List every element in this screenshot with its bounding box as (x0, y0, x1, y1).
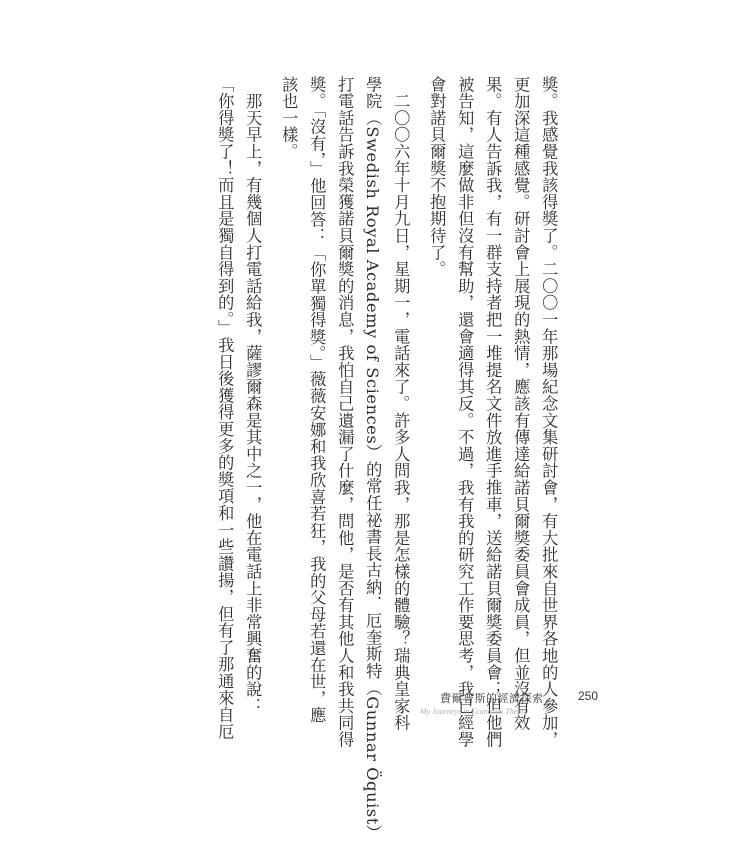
text-column-2: 更加深這種感覺。研討會上展現的熱情，應該有傳達給諾貝爾獎委員會成員，但並沒有效 (511, 76, 531, 732)
text-column-3: 果。有人告訴我，有一群支持者把一堆提名文件放進手推車，送給諾貝爾獎委員會；但他們 (483, 76, 503, 748)
page-number: 250 (578, 689, 599, 703)
text-column-5: 會對諾貝爾獎不抱期待了。 (427, 76, 447, 278)
text-column-7: 學院（Swedish Royal Academy of Sciences）的常任祕書長古納．厄奎斯特（Gunnar Öquist） (363, 76, 383, 842)
text-column-9: 獎。「沒有，」他回答：「你單獨得獎。」薇薇安娜和我欣喜若狂，我的父母若還在世，應 (307, 76, 327, 724)
text-column-11: 那天早上，有幾個人打電話給我，薩謬爾森是其中之一，他在電話上非常興奮的說： (243, 76, 263, 715)
text-column-6: 二〇〇六年十月九日，星期一，電話來了。許多人問我，那是怎樣的體驗？瑞典皇家科 (391, 76, 411, 732)
text-column-1: 獎。我感覺我該得獎了。二〇〇一年那場紀念文集研討會，有大批來自世界各地的人參加， (539, 76, 559, 748)
book-title: 費爾普斯的經濟探索 (440, 692, 544, 705)
text-column-10: 該也一樣。 (279, 76, 299, 160)
text-column-8: 打電話告訴我榮獲諾貝爾獎的消息，我怕自己遺漏了什麼，問他，是否有其他人和我共同得 (335, 76, 355, 748)
book-subtitle: My Journeys in Economic Theory (420, 707, 528, 716)
text-column-4: 被告知，這麼做非但沒有幫助，還會適得其反。不過，我有我的研究工作要思考，我已經學 (455, 76, 475, 748)
text-column-12: 「你得獎了！而且是獨自得到的。」我日後獲得更多的獎項和一些讚揚，但有了那通來自厄 (215, 76, 235, 740)
